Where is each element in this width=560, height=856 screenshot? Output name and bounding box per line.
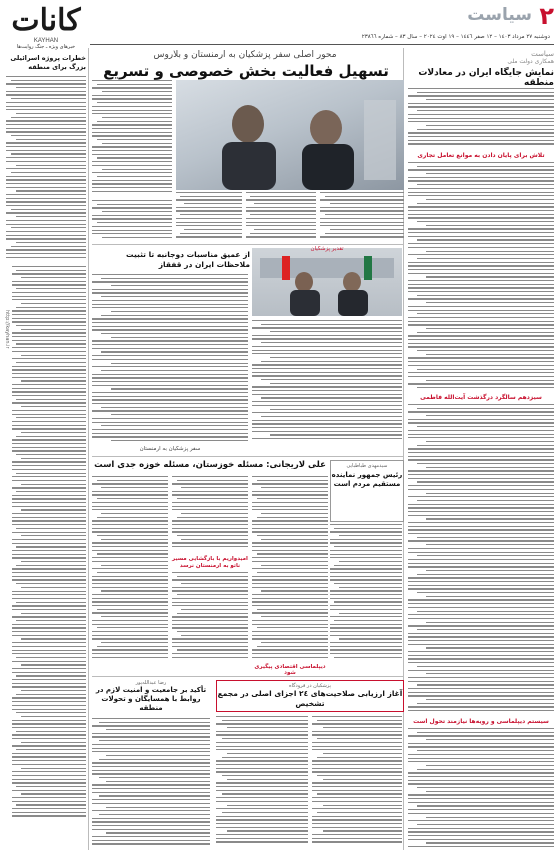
masthead-rule	[90, 44, 554, 45]
red-note-2: دیپلماسی اقتصادی پیگیری شود	[254, 664, 326, 676]
lead-left-col	[92, 80, 172, 196]
mid-headline: علی لاریجانی: مسئله خوزستان، مسئله خوزه جدی است	[94, 460, 326, 470]
lead-col-d	[92, 200, 172, 240]
bottom-left-story	[92, 680, 210, 713]
section-number: ٢	[539, 2, 554, 30]
lead-kicker: محور اصلی سفر پزشکیان به ارمنستان و بلاروس	[153, 50, 337, 60]
middle-rule	[92, 456, 404, 457]
bottom-right-headline: آغاز ارزیابی صلاحیت‌های ٢٤ اجزای اصلی در مجمع تشخیص	[217, 689, 403, 708]
red-note-1: امیدواریم با بازگشایی مسیر ناتو به ارمنستان نرسد	[172, 556, 248, 569]
right-text-1	[408, 88, 554, 150]
section-name: سیاست	[467, 5, 532, 25]
mid-text-e	[330, 524, 402, 662]
bottom-left-kicker: رضا عبدالله‌پور	[135, 680, 167, 686]
small-box-kicker: سیدمهدی طباطبایی	[346, 463, 388, 469]
lead-text-right	[300, 84, 404, 94]
right-headline: نمایش جایگاه ایران در معادلات منطقه	[418, 68, 554, 88]
bottom-left-headline: تأکید بر جامعیت و امنیت لازم در روابط با همسایگان و تحولات منطقه	[95, 686, 207, 712]
middle-right-text	[252, 320, 402, 444]
small-box-title: رئیس جمهور نماینده مستقیم مردم است	[331, 471, 403, 488]
middle-photo-figures	[252, 248, 402, 316]
bottom-right-story	[216, 680, 404, 712]
middle-sub-caption: سفر پزشکیان به ارمنستان	[139, 446, 201, 452]
bottom-rule	[92, 676, 404, 677]
logo-sub: KAYHAN	[33, 38, 59, 44]
lead-col-c	[176, 192, 242, 240]
middle-photo	[252, 248, 402, 316]
right-bottom-red-line: سیستم دیپلماسی و رویه‌ها نیازمند تحول است	[413, 718, 549, 725]
bottom-left-text	[92, 718, 210, 850]
right-text-3	[408, 404, 554, 714]
left-text-1	[6, 76, 86, 262]
right-box-headline: سیزدهم سالگرد درگذشت آیت‌الله فاطمی	[420, 394, 542, 401]
right-text-4	[408, 728, 554, 850]
bottom-right-kicker: پزشکیان در فرودگاه	[289, 683, 331, 689]
middle-caption: تقدیر پزشکیان	[310, 246, 344, 252]
left-website: http://kayhan.ir	[4, 310, 10, 349]
right-text-2	[408, 162, 554, 392]
lead-col-b	[246, 192, 316, 240]
left-top-headline: خطرات پروژه اسرائیلی بزرگ برای منطقه	[10, 54, 86, 71]
lead-col-a	[320, 192, 404, 240]
middle-left-text	[92, 274, 248, 444]
logo-tagline: خبرهای ویژه ـ جنگ روایت‌ها	[16, 44, 76, 50]
left-text-2	[12, 266, 86, 850]
mid-text-b	[172, 476, 248, 552]
middle-headline: از عمیق مناسبات دوجانبه تا تثبیت ملاحظات ایران در قفقاز	[126, 250, 250, 269]
lead-photo	[176, 80, 404, 190]
small-box	[330, 460, 404, 522]
mid-text-a	[252, 476, 328, 662]
right-top-subtitle: همکاری دولت ملی	[507, 58, 554, 65]
section-block	[404, 4, 554, 36]
lead-photo-figures	[176, 80, 404, 190]
mid-text-d	[92, 476, 168, 662]
masthead-left	[6, 4, 86, 52]
dateline: دوشنبه ٢٧ مرداد ١٤٠٣ – ١٢ صفر ١٤٤٦ – ١٩ اوت ٢٠٢٤ – سال ٨٣ – شماره ٢٣٨٦٦	[361, 34, 550, 40]
right-top-title: سیاست	[531, 50, 554, 58]
right-sub-headline: تلاش برای پایان دادن به موانع تعامل تجاری	[417, 152, 545, 159]
bottom-right-text-b	[216, 716, 308, 850]
bottom-right-text-a	[312, 716, 402, 850]
lead-headline: تسهیل فعالیت بخش خصوصی و تسریع	[103, 62, 389, 80]
left-col-divider	[88, 48, 89, 850]
mid-text-c	[172, 572, 248, 662]
lead-rule	[92, 244, 404, 245]
logo: کانات	[11, 3, 81, 38]
